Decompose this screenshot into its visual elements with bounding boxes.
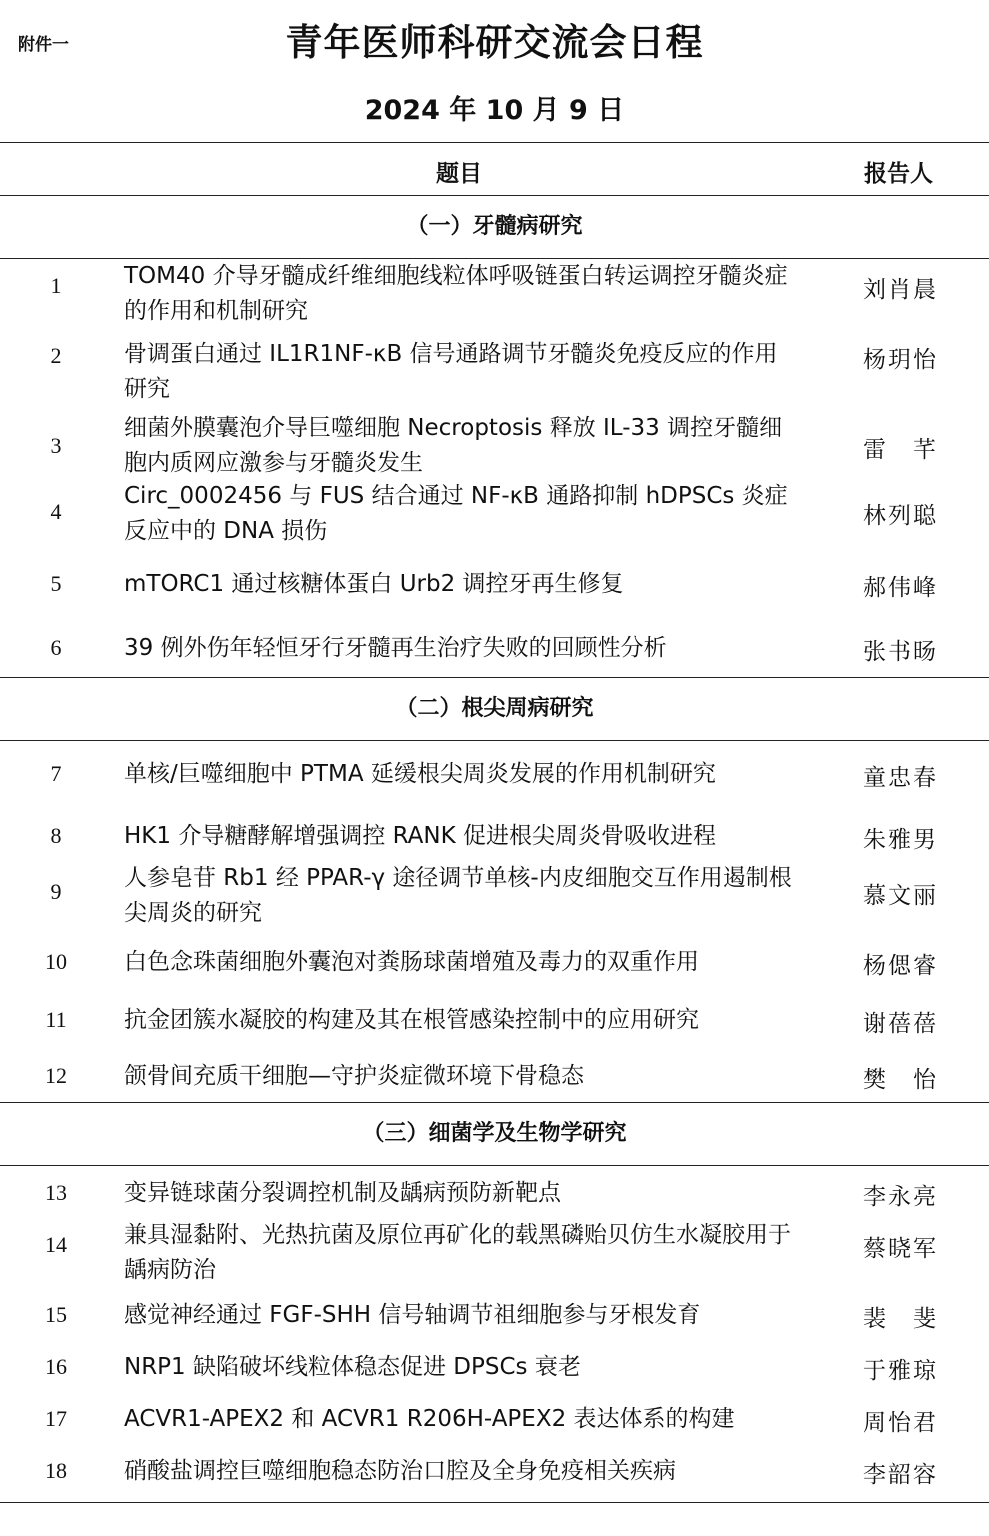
table-row — [0, 1298, 989, 1350]
row-number: 9 — [50, 879, 62, 904]
row-topic: ACVR1-APEX2 和 ACVR1 R206H-APEX2 表达体系的构建 — [124, 1406, 735, 1432]
row-number: 14 — [45, 1232, 67, 1257]
row-reporter: 樊 怡 — [863, 1067, 938, 1093]
table-row — [0, 329, 989, 411]
row-reporter: 蔡晓军 — [863, 1236, 938, 1262]
table-row — [0, 1454, 989, 1503]
row-topic: 单核/巨噬细胞中 PTMA 延缓根尖周炎发展的作用机制研究 — [124, 761, 716, 787]
row-reporter: 雷 芊 — [863, 437, 938, 463]
table-row — [0, 805, 989, 859]
row-number: 15 — [45, 1302, 67, 1327]
table-row — [0, 259, 989, 329]
row-topic: 感觉神经通过 FGF-SHH 信号轴调节祖细胞参与牙根发育 — [124, 1302, 701, 1328]
row-reporter: 谢蓓蓓 — [863, 1011, 938, 1037]
section-title: （三）细菌学及生物学研究 — [0, 1103, 989, 1166]
schedule-date: 2024 年 10 月 9 日 — [364, 95, 625, 126]
header-topic: 题目 — [436, 161, 482, 187]
page-title: 青年医师科研交流会日程 — [285, 21, 704, 64]
table-row — [0, 1350, 989, 1402]
section-rows — [0, 741, 989, 1103]
row-reporter: 李韶容 — [863, 1462, 938, 1488]
section-title: （一）牙髓病研究 — [0, 196, 989, 259]
row-reporter: 于雅琼 — [863, 1358, 938, 1384]
row-reporter: 郝伟峰 — [863, 575, 938, 601]
table-row — [0, 615, 989, 678]
row-reporter: 李永亮 — [863, 1184, 938, 1210]
attachment-label: 附件一 — [18, 35, 69, 55]
row-topic: 人参皂苷 Rb1 经 PPAR-γ 途径调节单核-内皮细胞交互作用遏制根尖周炎的研究 — [124, 865, 792, 926]
row-number: 11 — [45, 1007, 67, 1032]
row-reporter: 杨玥怡 — [863, 347, 938, 373]
row-topic: NRP1 缺陷破坏线粒体稳态促进 DPSCs 衰老 — [124, 1354, 581, 1380]
table-row — [0, 1166, 989, 1218]
row-reporter: 刘肖晨 — [863, 277, 938, 303]
row-topic: 兼具湿黏附、光热抗菌及原位再矿化的载黑磷贻贝仿生水凝胶用于龋病防治 — [124, 1222, 791, 1283]
row-number: 1 — [50, 273, 62, 298]
row-reporter: 裴 斐 — [863, 1306, 938, 1332]
row-reporter: 童忠春 — [863, 765, 938, 791]
table-row — [0, 1402, 989, 1454]
row-number: 2 — [50, 343, 62, 368]
table-row — [0, 741, 989, 805]
table-row — [0, 411, 989, 479]
row-reporter: 杨偲睿 — [863, 953, 938, 979]
row-number: 17 — [45, 1406, 67, 1431]
row-number: 8 — [50, 823, 62, 848]
schedule-table — [0, 142, 989, 1503]
row-reporter: 张书旸 — [863, 639, 938, 665]
row-reporter: 林列聪 — [863, 503, 938, 529]
section-rows — [0, 1166, 989, 1503]
section-title: （二）根尖周病研究 — [0, 678, 989, 741]
row-number: 5 — [50, 571, 62, 596]
row-reporter: 朱雅男 — [863, 827, 938, 853]
row-number: 6 — [50, 635, 62, 660]
table-row — [0, 1057, 989, 1103]
table-row — [0, 999, 989, 1057]
table-row — [0, 859, 989, 943]
row-topic: 硝酸盐调控巨噬细胞稳态防治口腔及全身免疫相关疾病 — [124, 1458, 676, 1484]
row-number: 12 — [45, 1063, 67, 1088]
row-topic: Circ_0002456 与 FUS 结合通过 NF-κB 通路抑制 hDPSCs 炎症反应中的 DNA 损伤 — [124, 483, 788, 544]
row-topic: 白色念珠菌细胞外囊泡对粪肠球菌增殖及毒力的双重作用 — [124, 949, 699, 975]
row-topic: 骨调蛋白通过 IL1R1NF-κB 信号通路调节牙髓炎免疫反应的作用研究 — [124, 341, 778, 402]
row-number: 3 — [50, 433, 62, 458]
row-reporter: 周怡君 — [863, 1410, 938, 1436]
row-number: 7 — [50, 761, 62, 786]
table-header — [0, 142, 989, 196]
row-topic: mTORC1 通过核糖体蛋白 Urb2 调控牙再生修复 — [124, 571, 624, 597]
row-topic: HK1 介导糖酵解增强调控 RANK 促进根尖周炎骨吸收进程 — [124, 823, 717, 849]
row-number: 16 — [45, 1354, 67, 1379]
section-rows — [0, 259, 989, 678]
row-topic: 变异链球菌分裂调控机制及龋病预防新靶点 — [124, 1180, 561, 1206]
header-reporter: 报告人 — [864, 161, 933, 187]
row-reporter: 慕文丽 — [863, 883, 938, 909]
table-row — [0, 551, 989, 615]
row-topic: TOM40 介导牙髓成纤维细胞线粒体呼吸链蛋白转运调控牙髓炎症的作用和机制研究 — [124, 263, 788, 324]
table-row — [0, 1218, 989, 1298]
table-row — [0, 943, 989, 999]
row-topic: 颌骨间充质干细胞—守护炎症微环境下骨稳态 — [124, 1063, 584, 1089]
row-topic: 39 例外伤年轻恒牙行牙髓再生治疗失败的回顾性分析 — [124, 635, 667, 661]
table-row — [0, 479, 989, 551]
row-number: 13 — [45, 1180, 67, 1205]
row-topic: 抗金团簇水凝胶的构建及其在根管感染控制中的应用研究 — [124, 1007, 699, 1033]
row-number: 4 — [50, 499, 62, 524]
row-number: 18 — [45, 1458, 67, 1483]
row-topic: 细菌外膜囊泡介导巨噬细胞 Necroptosis 释放 IL-33 调控牙髓细胞内质网应激参与牙髓炎发生 — [124, 415, 783, 476]
row-number: 10 — [45, 949, 67, 974]
